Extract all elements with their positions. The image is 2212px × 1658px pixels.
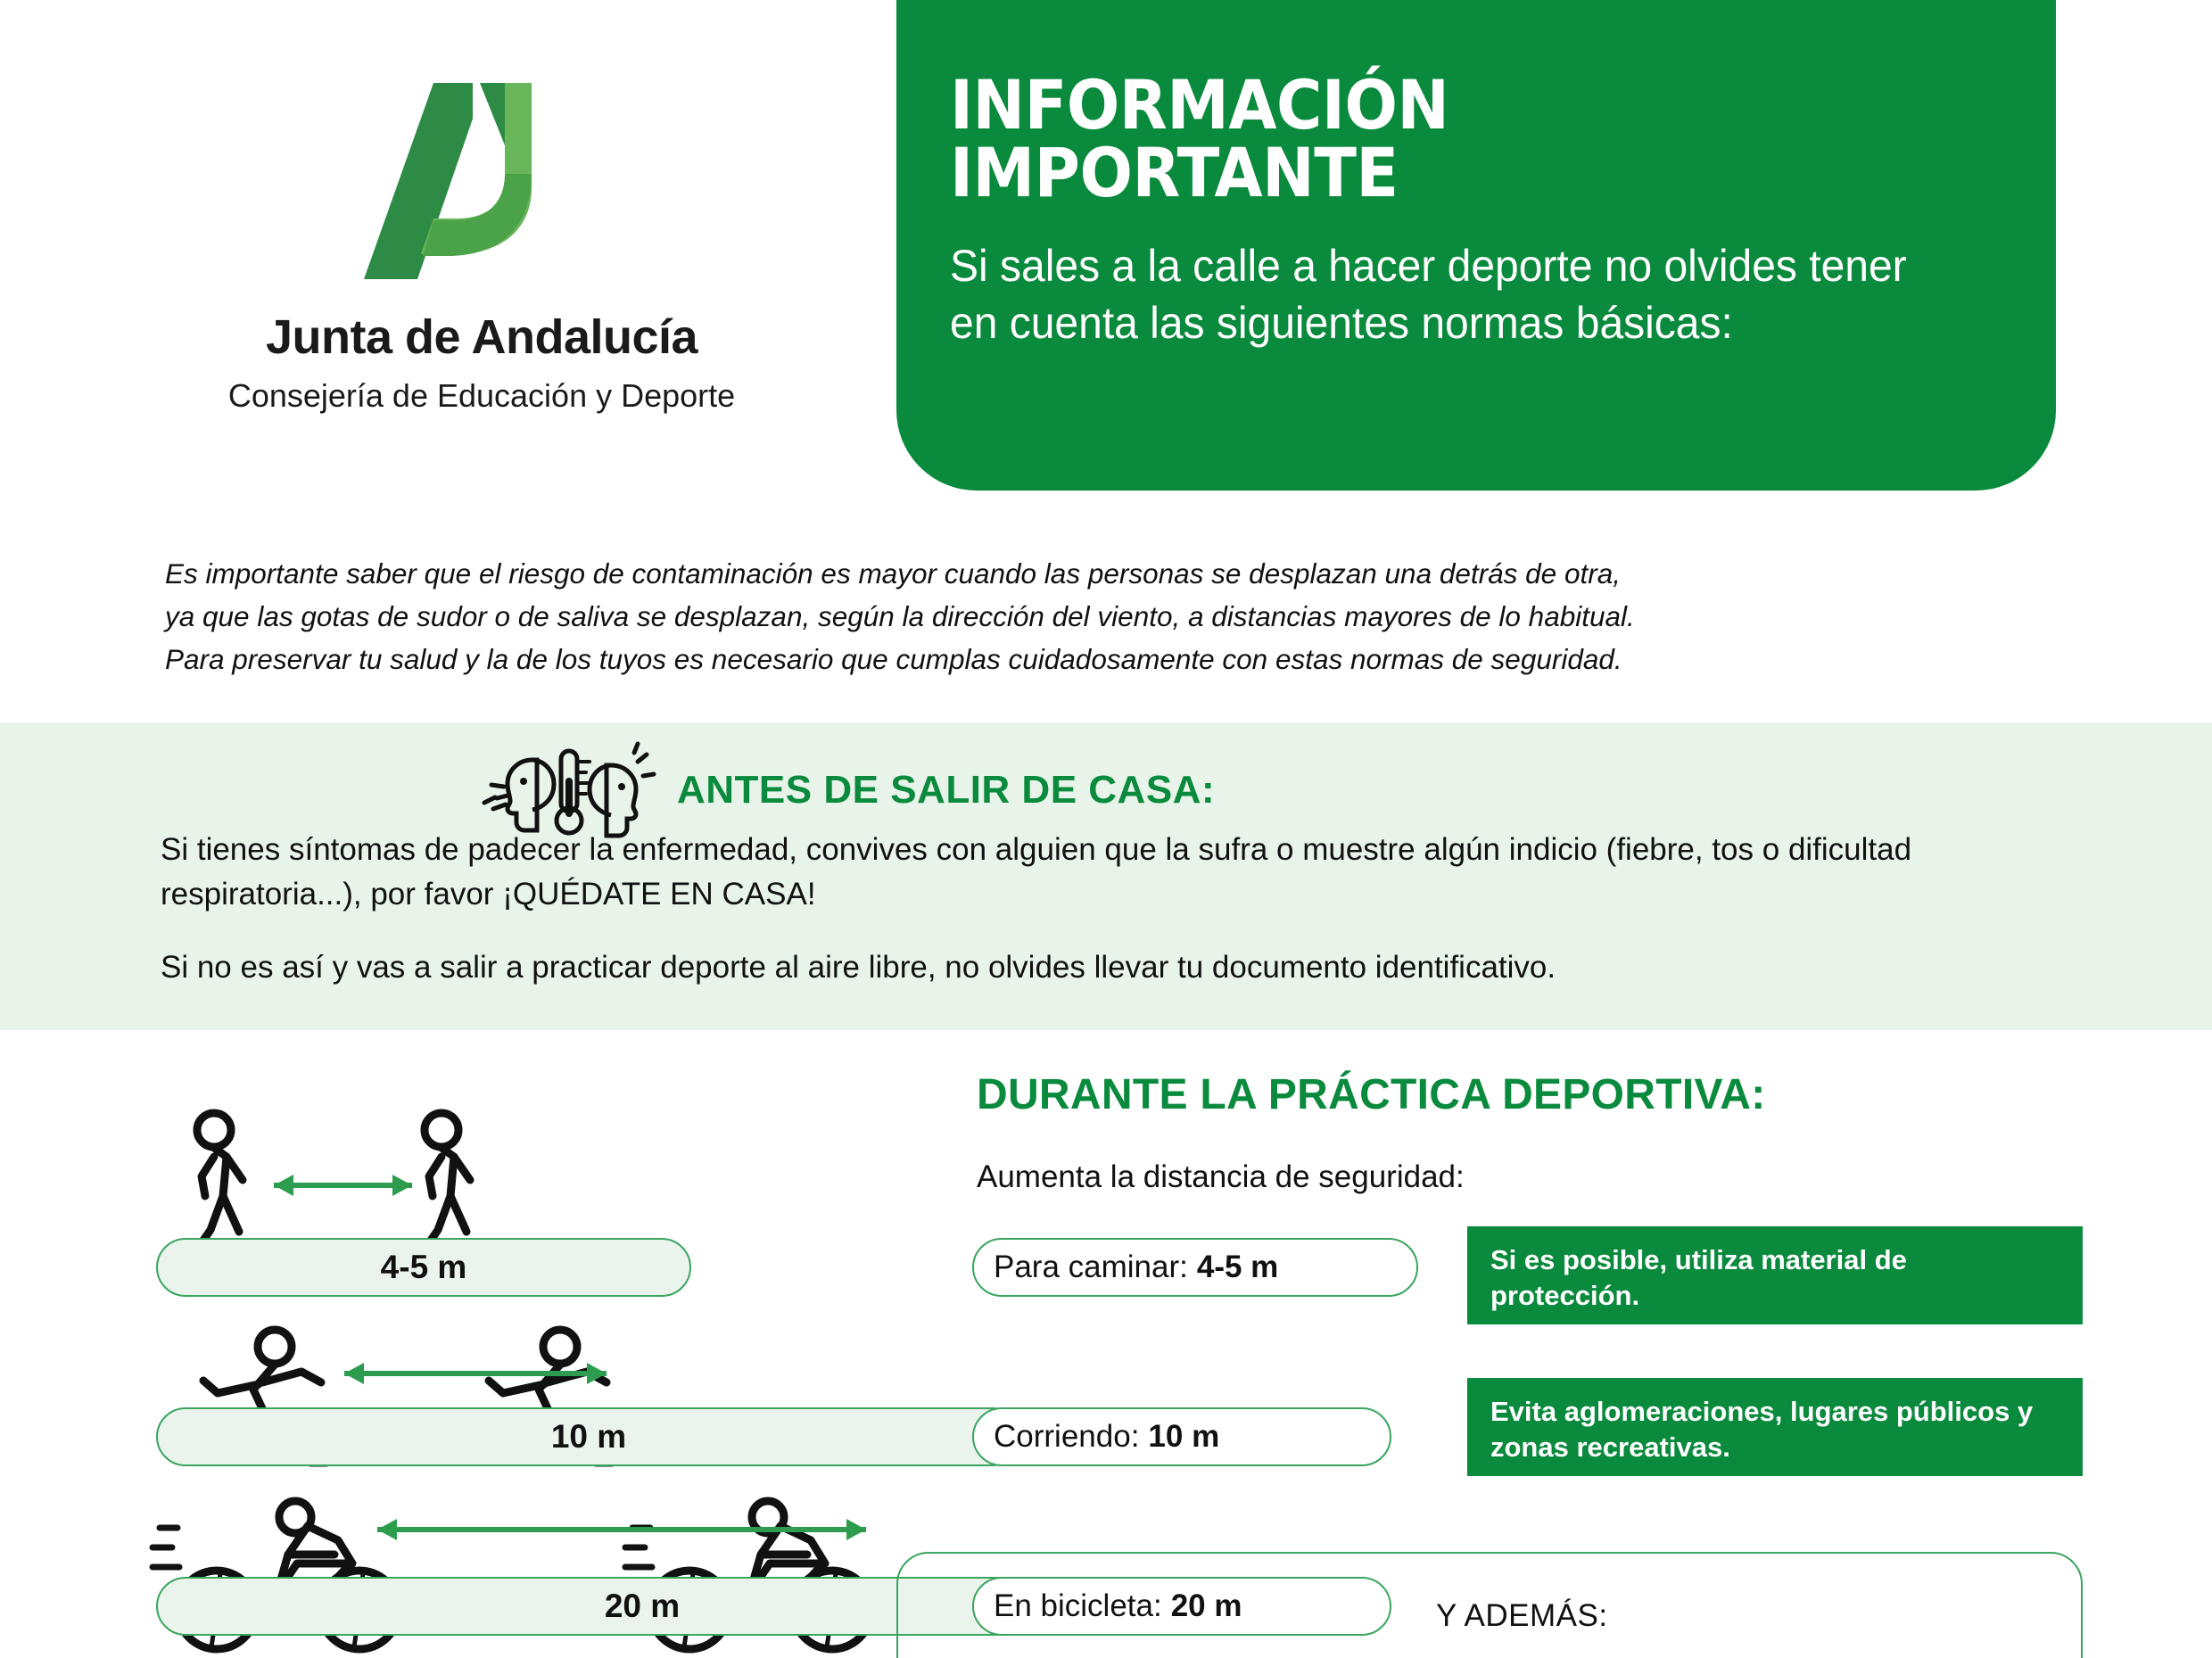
before-leaving-title: ANTES DE SALIR DE CASA: — [677, 768, 1216, 812]
intro-line-1: Es importante saber que el riesgo de contaminación es mayor cuando las personas se desplazan una detrás de otra, — [165, 557, 1621, 590]
header-panel — [896, 0, 2056, 491]
distance-pill-running-label: Corriendo: — [994, 1419, 1140, 1454]
page-title: INFORMACIÓN IMPORTANTE — [950, 65, 1449, 212]
distance-rail-running — [156, 1407, 1021, 1466]
distance-pill-running-value: 10 m — [1148, 1419, 1220, 1454]
logo-block — [169, 76, 794, 415]
distance-rail-walking — [156, 1238, 691, 1297]
distance-pill-cycling-label: En bicicleta: — [994, 1588, 1162, 1623]
logo-name: Junta de Andalucía — [265, 310, 698, 364]
note-box-crowds — [1467, 1378, 2083, 1476]
during-practice-title: DURANTE LA PRÁCTICA DEPORTIVA: — [977, 1071, 1766, 1118]
distance-pill-walking — [972, 1238, 1418, 1297]
distance-rail-cycling-label: 20 m — [604, 1588, 681, 1624]
distance-rail-running-label: 10 m — [550, 1418, 627, 1455]
note-crowds-text: Evita aglomeraciones, lugares públicos y zonas recreativas. — [1490, 1396, 2034, 1463]
distance-pill-cycling-value: 20 m — [1170, 1588, 1242, 1623]
note-box-protection — [1467, 1226, 2083, 1324]
intro-line-3: Para preservar tu salud y la de los tuyos es necesario que cumplas cuidadosamente con estas normas de seguridad. — [165, 642, 1622, 675]
junta-de-andalucia-logo-icon — [348, 76, 615, 290]
before-leaving-paragraph-1: Si tienes síntomas de padecer la enfermedad, convives con alguien que la sufra o muestre algún indicio (fiebre, tos o dificultad respiratoria...), por favor ¡QUÉDATE EN CASA! — [161, 832, 1912, 911]
intro-paragraph — [165, 553, 2092, 681]
during-practice-subtitle: Aumenta la distancia de seguridad: — [977, 1159, 1465, 1194]
before-leaving-header — [468, 742, 1215, 838]
distance-rail-walking-label: 4-5 m — [380, 1249, 467, 1285]
distance-pill-walking-value: 4-5 m — [1196, 1250, 1279, 1284]
distance-pill-running — [972, 1407, 1391, 1466]
logo-department: Consejería de Educación y Deporte — [227, 377, 736, 414]
intro-line-2: ya que las gotas de sudor o de saliva se desplazan, según la dirección del viento, a distancias mayores de lo habitual. — [165, 599, 1635, 632]
symptoms-icon — [468, 742, 656, 838]
before-leaving-section — [0, 722, 2212, 1030]
note-protection-text: Si es posible, utiliza material de protección. — [1490, 1244, 1907, 1311]
before-leaving-paragraph-2: Si no es así y vas a salir a practicar deporte al aire libre, no olvides llevar tu documento identificativo. — [161, 950, 1556, 985]
header-subtitle: Si sales a la calle a hacer deporte no olvides tener en cuenta las siguientes normas básicas: — [950, 241, 1907, 348]
distance-pill-walking-label: Para caminar: — [994, 1250, 1188, 1284]
and-also-label: Y ADEMÁS: — [1436, 1598, 1608, 1633]
